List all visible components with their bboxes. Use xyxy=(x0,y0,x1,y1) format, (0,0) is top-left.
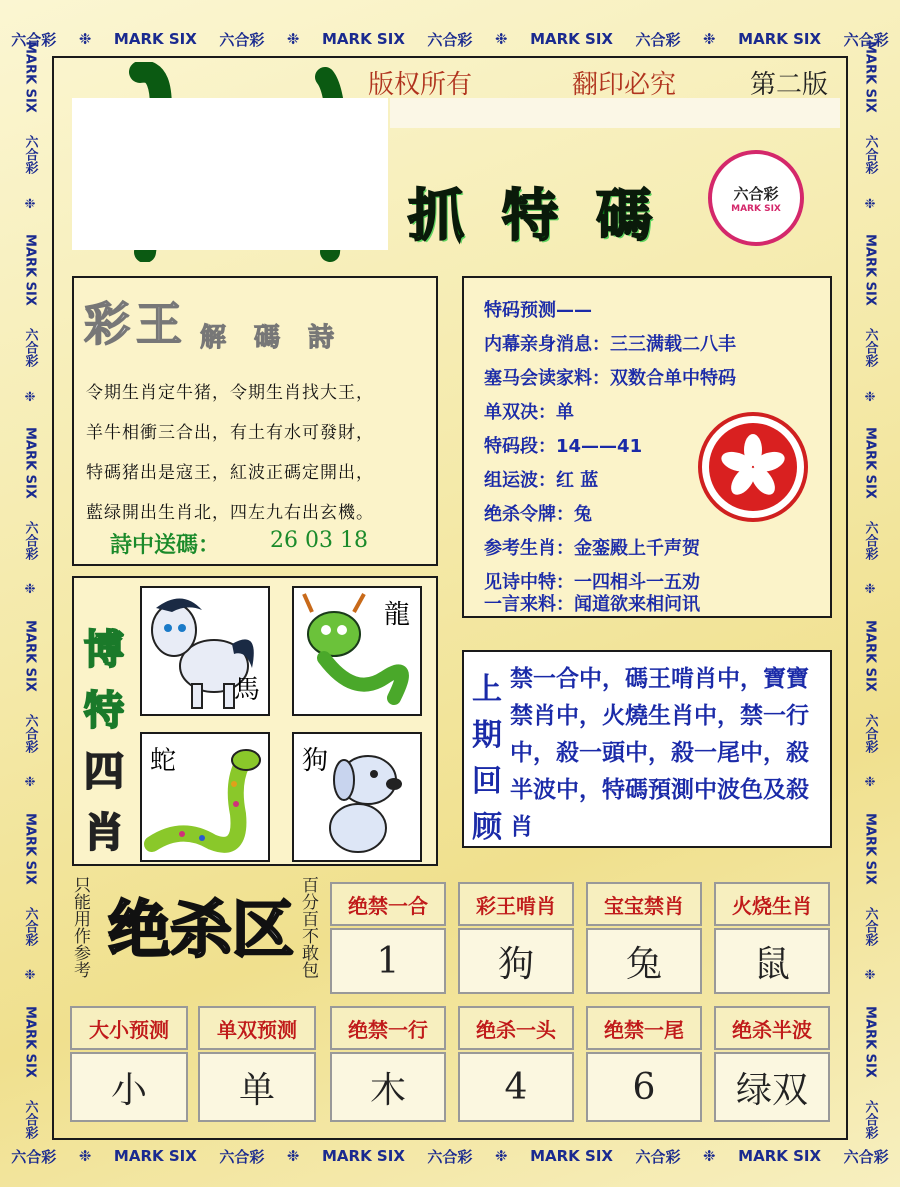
review-title-char: 回 xyxy=(472,764,502,799)
brand-cn: 六合彩 xyxy=(843,1147,889,1166)
right-border-strip xyxy=(850,30,890,1150)
four-animals-box xyxy=(72,576,438,866)
prediction-item xyxy=(484,330,736,356)
poem-heading-small: 解 xyxy=(200,323,227,353)
kill-head: 大小预测 xyxy=(70,1006,188,1050)
review-text: 禁一合中，碼王啃肖中，寶寶禁肖中，火燒生肖中，禁一行中，殺一頭中，殺一尾中，殺半波中，特碼預測中波色及殺肖 xyxy=(510,665,809,840)
prediction-value: 一四相斗一五劝 xyxy=(574,572,700,593)
logo-en: MARK SIX xyxy=(731,203,781,214)
flower-icon: ❉ xyxy=(78,30,92,48)
review-title xyxy=(472,664,502,846)
prediction-label: 绝杀令牌： xyxy=(484,504,574,525)
flower-icon: ❉ xyxy=(22,196,38,212)
brand-cn: 六合彩 xyxy=(11,30,57,49)
brand-cn: 六合彩 xyxy=(862,906,878,946)
brand-en: MARK SIX xyxy=(530,30,613,48)
poem-line: 令期生肖定牛猪，令期生肖找大王， xyxy=(86,383,374,403)
flower-icon: ❉ xyxy=(78,1147,92,1165)
poem-box xyxy=(72,276,438,566)
brand-cn: 六合彩 xyxy=(862,1099,878,1139)
brand-en: MARK SIX xyxy=(862,619,878,692)
kill-value: 小 xyxy=(70,1052,188,1122)
animal-card-horse xyxy=(140,586,270,716)
brand-en: MARK SIX xyxy=(322,1147,405,1165)
flower-icon: ❉ xyxy=(286,1147,300,1165)
poem-heading-big: 王 xyxy=(136,297,182,351)
brand-en: MARK SIX xyxy=(22,812,38,885)
kill-head: 绝禁一尾 xyxy=(586,1006,702,1050)
poem-heading-big: 彩 xyxy=(84,297,130,351)
copyright-text: 版权所有 xyxy=(368,70,473,100)
brand-cn: 六合彩 xyxy=(22,906,38,946)
no-copy-text: 翻印必究 xyxy=(572,70,677,100)
poem-heading xyxy=(84,288,334,354)
brand-cn: 六合彩 xyxy=(22,713,38,753)
prediction-label: 组运波： xyxy=(484,470,556,491)
bauhinia-icon xyxy=(702,416,804,518)
brand-en: MARK SIX xyxy=(530,1147,613,1165)
mark-six-logo xyxy=(708,150,804,246)
title-char: 抓 xyxy=(408,183,464,249)
brand-en: MARK SIX xyxy=(22,41,38,114)
brand-en: MARK SIX xyxy=(22,426,38,499)
kill-zone-left-note: 只能用作参考 xyxy=(70,876,90,978)
prediction-value: 单 xyxy=(556,402,574,423)
flower-icon: ❉ xyxy=(862,389,878,405)
flower-icon: ❉ xyxy=(703,1147,716,1165)
bottom-border-strip xyxy=(0,1139,900,1173)
kill-head: 绝杀半波 xyxy=(714,1006,830,1050)
kill-value: 兔 xyxy=(586,928,702,994)
prediction-box xyxy=(462,276,832,618)
animal-label: 狗 xyxy=(302,746,329,776)
prediction-value: 兔 xyxy=(574,504,592,525)
kill-value: 4 xyxy=(458,1052,574,1122)
kill-value: 绿双 xyxy=(714,1052,830,1122)
brand-cn: 六合彩 xyxy=(862,521,878,561)
flower-icon: ❉ xyxy=(862,196,878,212)
poem-line: 羊牛相衝三合出，有土有水可發財， xyxy=(86,423,374,443)
brand-en: MARK SIX xyxy=(738,30,822,48)
kill-head: 单双预测 xyxy=(198,1006,316,1050)
title-char: 碼 xyxy=(596,183,652,249)
brand-cn: 六合彩 xyxy=(11,1147,57,1166)
flower-icon: ❉ xyxy=(22,389,38,405)
four-animals-title-char: 肖 xyxy=(84,809,124,856)
edition-text: 第二版 xyxy=(750,70,829,100)
brand-en: MARK SIX xyxy=(862,41,878,114)
animal-card-dragon xyxy=(292,586,422,716)
brand-cn: 六合彩 xyxy=(862,713,878,753)
poem-line: 藍绿開出生肖北，四左九右出玄機。 xyxy=(86,503,374,523)
kill-value: 6 xyxy=(586,1052,702,1122)
flower-icon: ❉ xyxy=(494,1147,508,1165)
brand-cn: 六合彩 xyxy=(843,30,889,49)
prediction-label: 一言来料： xyxy=(484,594,574,615)
brand-cn: 六合彩 xyxy=(219,1147,265,1166)
prediction-item xyxy=(484,398,574,424)
prediction-item xyxy=(484,534,700,560)
prediction-value: 红 蓝 xyxy=(556,470,599,491)
blank-panel xyxy=(72,98,388,250)
prediction-label: 特码段： xyxy=(484,436,556,457)
title-char: 特 xyxy=(502,183,558,249)
poem-heading-small: 詩 xyxy=(308,323,335,353)
brand-cn: 六合彩 xyxy=(635,30,681,49)
kill-head: 绝禁一合 xyxy=(330,882,446,926)
prediction-value: 14——41 xyxy=(556,436,643,457)
brand-cn: 六合彩 xyxy=(22,521,38,561)
brand-en: MARK SIX xyxy=(113,30,197,48)
prediction-heading: 特码预测—— xyxy=(484,300,592,321)
flower-icon: ❉ xyxy=(703,30,716,48)
brand-cn: 六合彩 xyxy=(635,1147,681,1166)
flower-icon: ❉ xyxy=(862,775,878,791)
brand-en: MARK SIX xyxy=(113,1147,197,1165)
kill-value: 狗 xyxy=(458,928,574,994)
kill-zone-right-note: 百分百不敢包 xyxy=(298,876,318,978)
animal-label: 蛇 xyxy=(150,746,177,776)
top-border-strip xyxy=(0,22,900,56)
kill-zone-title: 绝杀区 xyxy=(108,893,295,966)
hk-seal xyxy=(698,412,808,522)
brand-en: MARK SIX xyxy=(738,1147,822,1165)
left-border-strip xyxy=(10,30,50,1150)
prediction-item xyxy=(484,590,700,616)
prediction-item xyxy=(484,500,592,526)
poem-send-label: 詩中送碼： xyxy=(110,532,221,558)
animal-label: 龍 xyxy=(383,600,410,630)
brand-cn: 六合彩 xyxy=(22,1099,38,1139)
brand-cn: 六合彩 xyxy=(219,30,265,49)
flower-icon: ❉ xyxy=(862,582,878,598)
prediction-item xyxy=(484,432,642,458)
review-title-char: 上 xyxy=(472,672,502,707)
flower-icon: ❉ xyxy=(22,968,38,984)
brand-en: MARK SIX xyxy=(862,1005,878,1078)
kill-head: 绝杀一头 xyxy=(458,1006,574,1050)
flower-icon: ❉ xyxy=(22,582,38,598)
brand-en: MARK SIX xyxy=(322,30,405,48)
animal-label: 馬 xyxy=(233,675,260,705)
kill-head: 绝禁一行 xyxy=(330,1006,446,1050)
flower-icon: ❉ xyxy=(22,775,38,791)
brand-cn: 六合彩 xyxy=(427,30,473,49)
prediction-label: 塞马会读家料： xyxy=(484,368,610,389)
kill-value: 单 xyxy=(198,1052,316,1122)
poem-send-numbers: 26 03 18 xyxy=(270,528,368,553)
prediction-item xyxy=(484,364,736,390)
animal-card-snake xyxy=(140,732,270,862)
prediction-label: 内幕亲身消息： xyxy=(484,334,610,355)
poem-heading-small: 碼 xyxy=(254,323,281,353)
brand-cn: 六合彩 xyxy=(862,135,878,175)
brand-cn: 六合彩 xyxy=(22,328,38,368)
kill-value: 1 xyxy=(330,928,446,994)
kill-head: 火烧生肖 xyxy=(714,882,830,926)
brand-en: MARK SIX xyxy=(22,1005,38,1078)
four-animals-title-char: 四 xyxy=(84,748,124,795)
review-title-char: 期 xyxy=(472,718,502,753)
poem-line: 特碼猪出是寇王，紅波正碼定開出， xyxy=(86,463,374,483)
brand-en: MARK SIX xyxy=(22,234,38,306)
prediction-value: 闻道欲来相问讯 xyxy=(574,594,700,615)
animal-card-dog xyxy=(292,732,422,862)
brand-en: MARK SIX xyxy=(862,234,878,306)
brand-cn: 六合彩 xyxy=(862,328,878,368)
kill-value: 鼠 xyxy=(714,928,830,994)
prediction-item xyxy=(484,466,598,492)
kill-value: 木 xyxy=(330,1052,446,1122)
prediction-value: 双数合单中特码 xyxy=(610,368,736,389)
brand-en: MARK SIX xyxy=(862,812,878,885)
flower-icon: ❉ xyxy=(286,30,300,48)
review-title-char: 顾 xyxy=(472,810,502,845)
flower-icon: ❉ xyxy=(494,30,508,48)
brand-en: MARK SIX xyxy=(22,619,38,692)
four-animals-title-char: 博 xyxy=(84,626,124,673)
prediction-label: 单双决： xyxy=(484,402,556,423)
prediction-value: 三三满载二八丰 xyxy=(610,334,736,355)
blank-strip xyxy=(390,98,840,128)
four-animals-title-char: 特 xyxy=(84,687,124,734)
prediction-value: 金銮殿上千声贺 xyxy=(574,538,700,559)
logo-cn: 六合彩 xyxy=(733,184,779,203)
review-box xyxy=(462,650,832,848)
kill-head: 彩王啃肖 xyxy=(458,882,574,926)
brand-en: MARK SIX xyxy=(862,426,878,499)
flower-icon: ❉ xyxy=(862,968,878,984)
four-animals-title xyxy=(84,618,124,858)
page-title xyxy=(408,172,652,252)
brand-cn: 六合彩 xyxy=(22,135,38,175)
prediction-label: 见诗中特： xyxy=(484,572,574,593)
brand-cn: 六合彩 xyxy=(427,1147,473,1166)
prediction-label: 参考生肖： xyxy=(484,538,574,559)
kill-head: 宝宝禁肖 xyxy=(586,882,702,926)
